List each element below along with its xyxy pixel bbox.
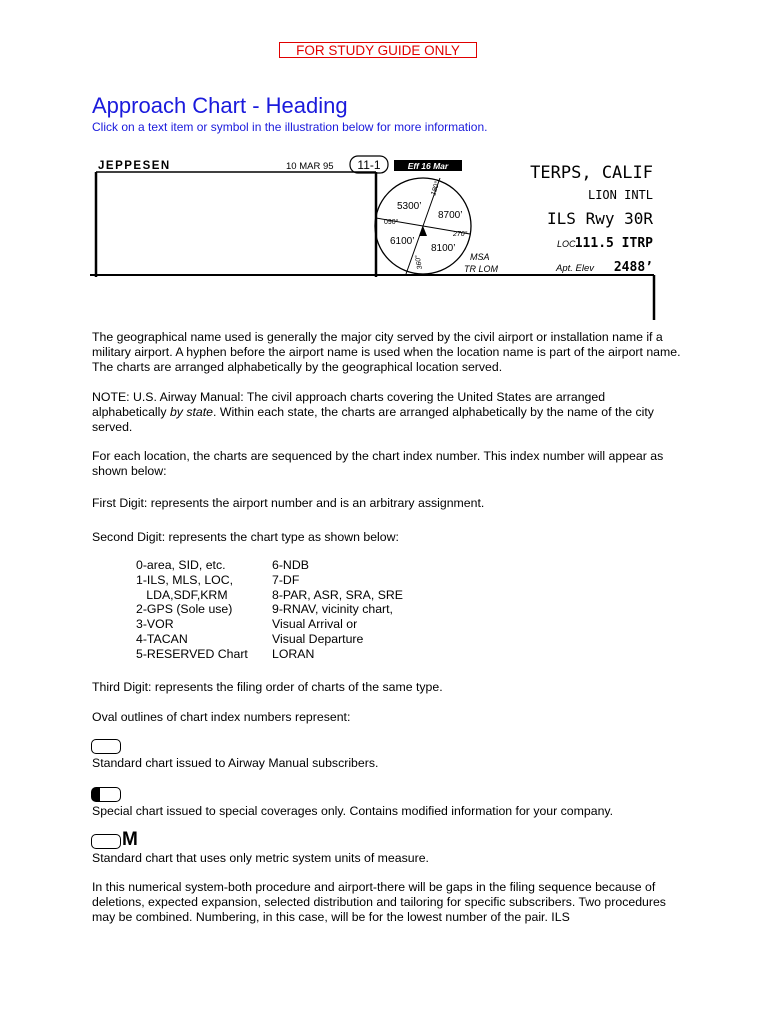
msa-brg-180: 180° [430, 180, 442, 197]
chart-date[interactable]: 10 MAR 95 [286, 161, 334, 172]
loc-frequency[interactable]: 111.5 ITRP [574, 236, 653, 251]
paragraph-numbering-gaps: In this numerical system-both procedure and airport-there will be gaps in the filing sequence because of deletions, expected expansion, selected distribution and tailoring for specific subscribers. Two procedures may be combined. Numbering, in this case, will be for the lowest number of the pair. ILS [92, 880, 666, 924]
page-title: Approach Chart - Heading [92, 93, 348, 118]
special-chart-oval-icon [91, 787, 121, 802]
paragraph-metric-chart: Standard chart that uses only metric system units of measure. [92, 851, 429, 865]
msa-alt-se: 8100’ [431, 243, 456, 254]
msa-diagram[interactable] [375, 178, 499, 274]
msa-facility: TR LOM [464, 264, 499, 274]
msa-brg-270: 270° [453, 231, 468, 238]
msa-brg-090: 090° [384, 219, 399, 226]
paragraph-index-sequence: For each location, the charts are sequenced by the chart index number. This index number will appear as shown below: [92, 449, 664, 478]
loc-label: LOC [557, 239, 576, 249]
airport-elevation[interactable]: 2488’ [613, 260, 653, 275]
publisher-label[interactable]: JEPPESEN [98, 160, 171, 172]
procedure-name[interactable]: ILS Rwy 30R [547, 209, 653, 228]
paragraph-note [92, 390, 682, 435]
metric-chart-oval-icon [91, 834, 121, 849]
msa-alt-sw: 6100’ [390, 236, 415, 247]
paragraph-standard-chart: Standard chart issued to Airway Manual subscribers. [92, 756, 379, 770]
paragraph-special-chart: Special chart issued to special coverages only. Contains modified information for your company. [92, 804, 614, 818]
msa-brg-360: 360° [414, 254, 424, 270]
paragraph-third-digit: Third Digit: represents the filing order of charts of the same type. [92, 680, 443, 694]
effective-date[interactable]: Eff 16 Mar [407, 161, 449, 171]
note-text-emphasis: by state [169, 405, 214, 419]
chart-type-list-right: 6-NDB 7-DF 8-PAR, ASR, SRA, SRE 9-RNAV, vicinity chart, Visual Arrival or Visual Departure LORAN [272, 558, 403, 661]
page-subtitle: Click on a text item or symbol in the illustration below for more information. [92, 120, 488, 134]
msa-center-arrow-icon [419, 226, 427, 236]
airport-name[interactable]: LION INTL [587, 188, 653, 202]
paragraph-geographical-name: The geographical name used is generally the major city served by the civil airport or installation name if a military airport. A hyphen before the airport name is used when the location name is part of the airport name. The charts are arranged alphabetically by the geographical location served. [92, 330, 681, 374]
study-guide-banner: FOR STUDY GUIDE ONLY [279, 42, 477, 58]
msa-alt-ne: 8700’ [438, 210, 463, 221]
msa-alt-nw: 5300’ [397, 201, 422, 212]
paragraph-second-digit: Second Digit: represents the chart type as shown below: [92, 530, 399, 544]
chart-heading-illustration[interactable] [88, 152, 668, 322]
paragraph-oval-outlines: Oval outlines of chart index numbers represent: [92, 710, 351, 724]
note-text-a: NOTE: U.S. Airway Manual: The civil approach charts covering the United States are arranged alphabetically [92, 390, 606, 419]
standard-chart-oval-icon [91, 739, 121, 754]
chart-type-list-left: 0-area, SID, etc. 1-ILS, MLS, LOC, LDA,SDF,KRM 2-GPS (Sole use) 3-VOR 4-TACAN 5-RESERVED Chart [136, 558, 248, 661]
location-name[interactable]: TERPS, CALIF [530, 163, 653, 183]
paragraph-first-digit: First Digit: represents the airport number and is an arbitrary assignment. [92, 496, 485, 510]
chart-index-number[interactable]: 11-1 [357, 158, 381, 172]
note-text-c: . Within each state, the charts are arranged alphabetically by the name of the city served. [92, 405, 654, 434]
elevation-label: Apt. Elev [556, 263, 595, 274]
msa-label: MSA [470, 252, 490, 262]
metric-mark: M [122, 829, 138, 850]
